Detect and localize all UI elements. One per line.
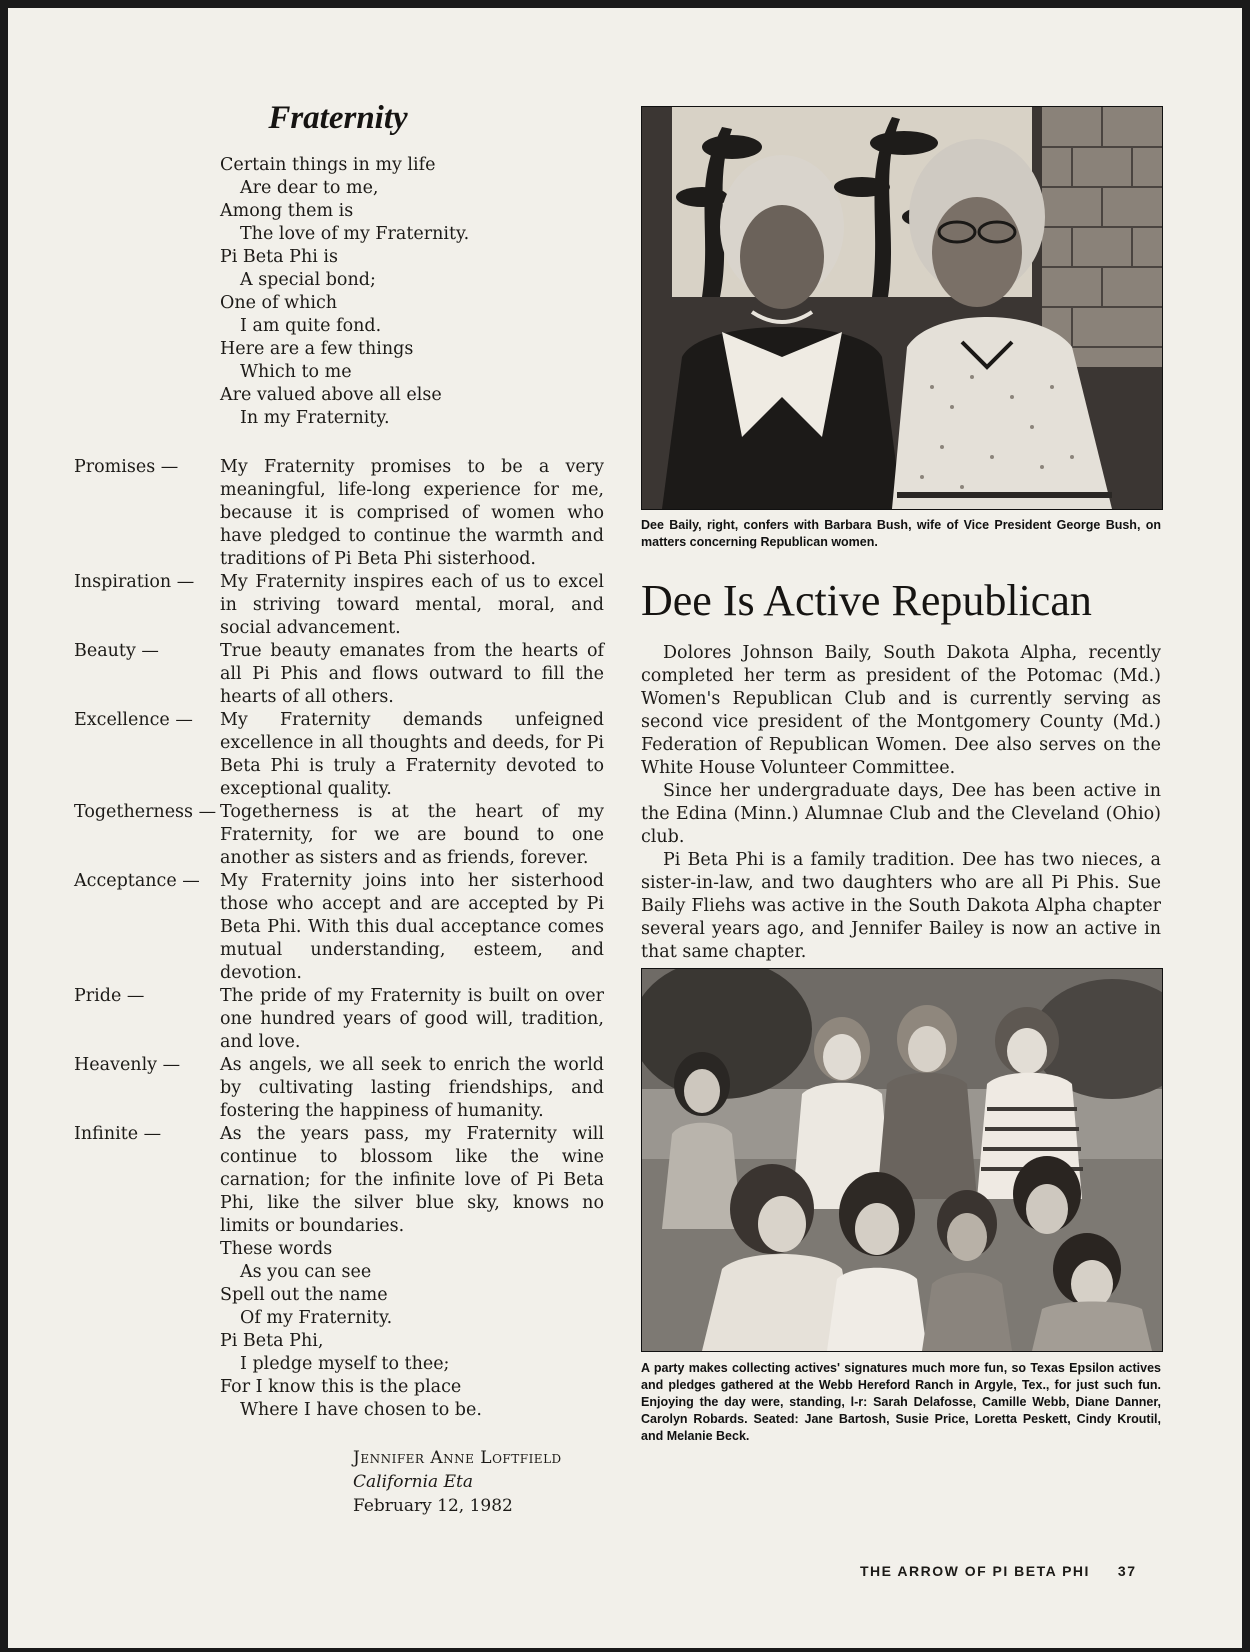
acrostic-item [74,1123,604,1238]
poem-line: In my Fraternity. [240,408,390,428]
poem-line: Which to me [240,362,352,382]
acrostic-key: Acceptance — [74,871,200,891]
photo-illustration [642,107,1162,509]
poem-line: As you can see [240,1262,372,1282]
poem-line: Of my Fraternity. [240,1308,393,1328]
acrostic-list [74,456,604,1238]
acrostic-item [74,640,604,709]
acrostic-text: My Fraternity inspires each of us to excel in striving toward mental, moral, and social advancement. [220,572,604,638]
photo1-caption: Dee Baily, right, confers with Barbara Bush, wife of Vice President George Bush, on matters concerning Republican women. [641,518,1161,549]
magazine-page [8,8,1242,1648]
article-paragraph: Pi Beta Phi is a family tradition. Dee has two nieces, a sister-in-law, and two daughters who are all Pi Phis. Sue Baily Fliehs was active in the South Dakota Alpha chapter several years ago, and Jennifer Bailey is now an active in that same chapter. [641,850,1161,962]
acrostic-text: The pride of my Fraternity is built on over one hundred years of good will, tradition, and love. [220,986,604,1052]
poem-line: A special bond; [240,270,376,290]
poem-line: I am quite fond. [240,316,382,336]
acrostic-item [74,709,604,801]
poem-title: Fraternity [268,100,408,136]
acrostic-text: My Fraternity demands unfeigned excellence in all thoughts and deeds, for Pi Beta Phi is truly a Fraternity devoted to exceptional quality. [220,710,604,799]
photo-texas-epsilon-group [641,968,1163,1352]
acrostic-text: True beauty emanates from the hearts of all Pi Phis and flows outward to fill the hearts of all others. [220,641,604,707]
acrostic-key: Heavenly — [74,1055,181,1075]
acrostic-text: Togetherness is at the heart of my Fraternity, for we are bound to one another as sisters and as friends, forever. [220,802,604,868]
acrostic-key: Inspiration — [74,572,195,592]
acrostic-text: My Fraternity promises to be a very meaningful, life-long experience for me, because it is comprised of women who have pledged to continue the warmth and traditions of Pi Beta Phi sisterhood. [220,457,604,569]
publication-name: THE ARROW OF PI BETA PHI [860,1563,1090,1579]
poem-line: Spell out the name [220,1285,388,1305]
acrostic-key: Infinite — [74,1124,162,1144]
photo-illustration [642,969,1162,1351]
acrostic-item [74,571,604,640]
author-name: Jennifer Anne Loftfield [353,1448,562,1468]
poem-line: The love of my Fraternity. [240,224,470,244]
poem-signature [353,1446,562,1518]
acrostic-item [74,1054,604,1123]
poem-line: Are valued above all else [220,385,442,405]
article-paragraph: Dolores Johnson Baily, South Dakota Alpha, recently completed her term as president of the Potomac (Md.) Women's Republican Club and is currently serving as second vice president of the Montgomery County (Md.) Federation of Republican Women. Dee also serves on the White House Volunteer Committee. [641,643,1161,778]
poem-line: Pi Beta Phi is [220,247,338,267]
acrostic-item [74,456,604,571]
poem-date: February 12, 1982 [353,1496,513,1516]
page-footer [860,1563,1137,1579]
poem-line: Here are a few things [220,339,414,359]
poem-intro [220,154,469,430]
poem-line: Are dear to me, [240,178,379,198]
photo2-caption: A party makes collecting actives' signatures much more fun, so Texas Epsilon actives and pledges gathered at the Webb Hereford Ranch in Argyle, Tex., for just such fun. Enjoying the day were, standing, l-r: Sarah Delafosse, Camille Webb, Diane Danner, Carolyn Robards. Seated: Jane Bartosh, Susie Price, Loretta Peskett, Cindy Kroutil, and Melanie Beck. [641,1361,1161,1443]
poem-line: Pi Beta Phi, [220,1331,324,1351]
poem-line: Among them is [220,201,354,221]
acrostic-item [74,985,604,1054]
page-number: 37 [1117,1563,1137,1579]
poem-line: One of which [220,293,338,313]
poem-line: I pledge myself to thee; [240,1354,450,1374]
poem-line: These words [220,1239,333,1259]
article-body [641,642,1161,964]
acrostic-key: Beauty — [74,641,159,661]
acrostic-key: Pride — [74,986,145,1006]
acrostic-item [74,870,604,985]
acrostic-key: Togetherness — [74,802,217,822]
poem-line: For I know this is the place [220,1377,462,1397]
poem-line: Where I have chosen to be. [240,1400,482,1420]
photo-dee-baily-barbara-bush [641,106,1163,510]
acrostic-item [74,801,604,870]
acrostic-key: Promises — [74,457,179,477]
acrostic-text: As the years pass, my Fraternity will continue to blossom like the wine carnation; for the infinite love of Pi Beta Phi, like the silver blue sky, knows no limits or boundaries. [220,1124,604,1236]
acrostic-text: As angels, we all seek to enrich the world by cultivating lasting friendships, and fostering the happiness of humanity. [220,1055,604,1121]
article-headline: Dee Is Active Republican [641,576,1092,625]
poem-line: Certain things in my life [220,155,436,175]
author-chapter: California Eta [353,1472,473,1492]
acrostic-key: Excellence — [74,710,193,730]
poem-closing [220,1238,482,1422]
acrostic-text: My Fraternity joins into her sisterhood those who accept and are accepted by Pi Beta Phi. With this dual acceptance comes mutual understanding, esteem, and devotion. [220,871,604,983]
article-paragraph: Since her undergraduate days, Dee has been active in the Edina (Minn.) Alumnae Club and the Cleveland (Ohio) club. [641,781,1161,847]
